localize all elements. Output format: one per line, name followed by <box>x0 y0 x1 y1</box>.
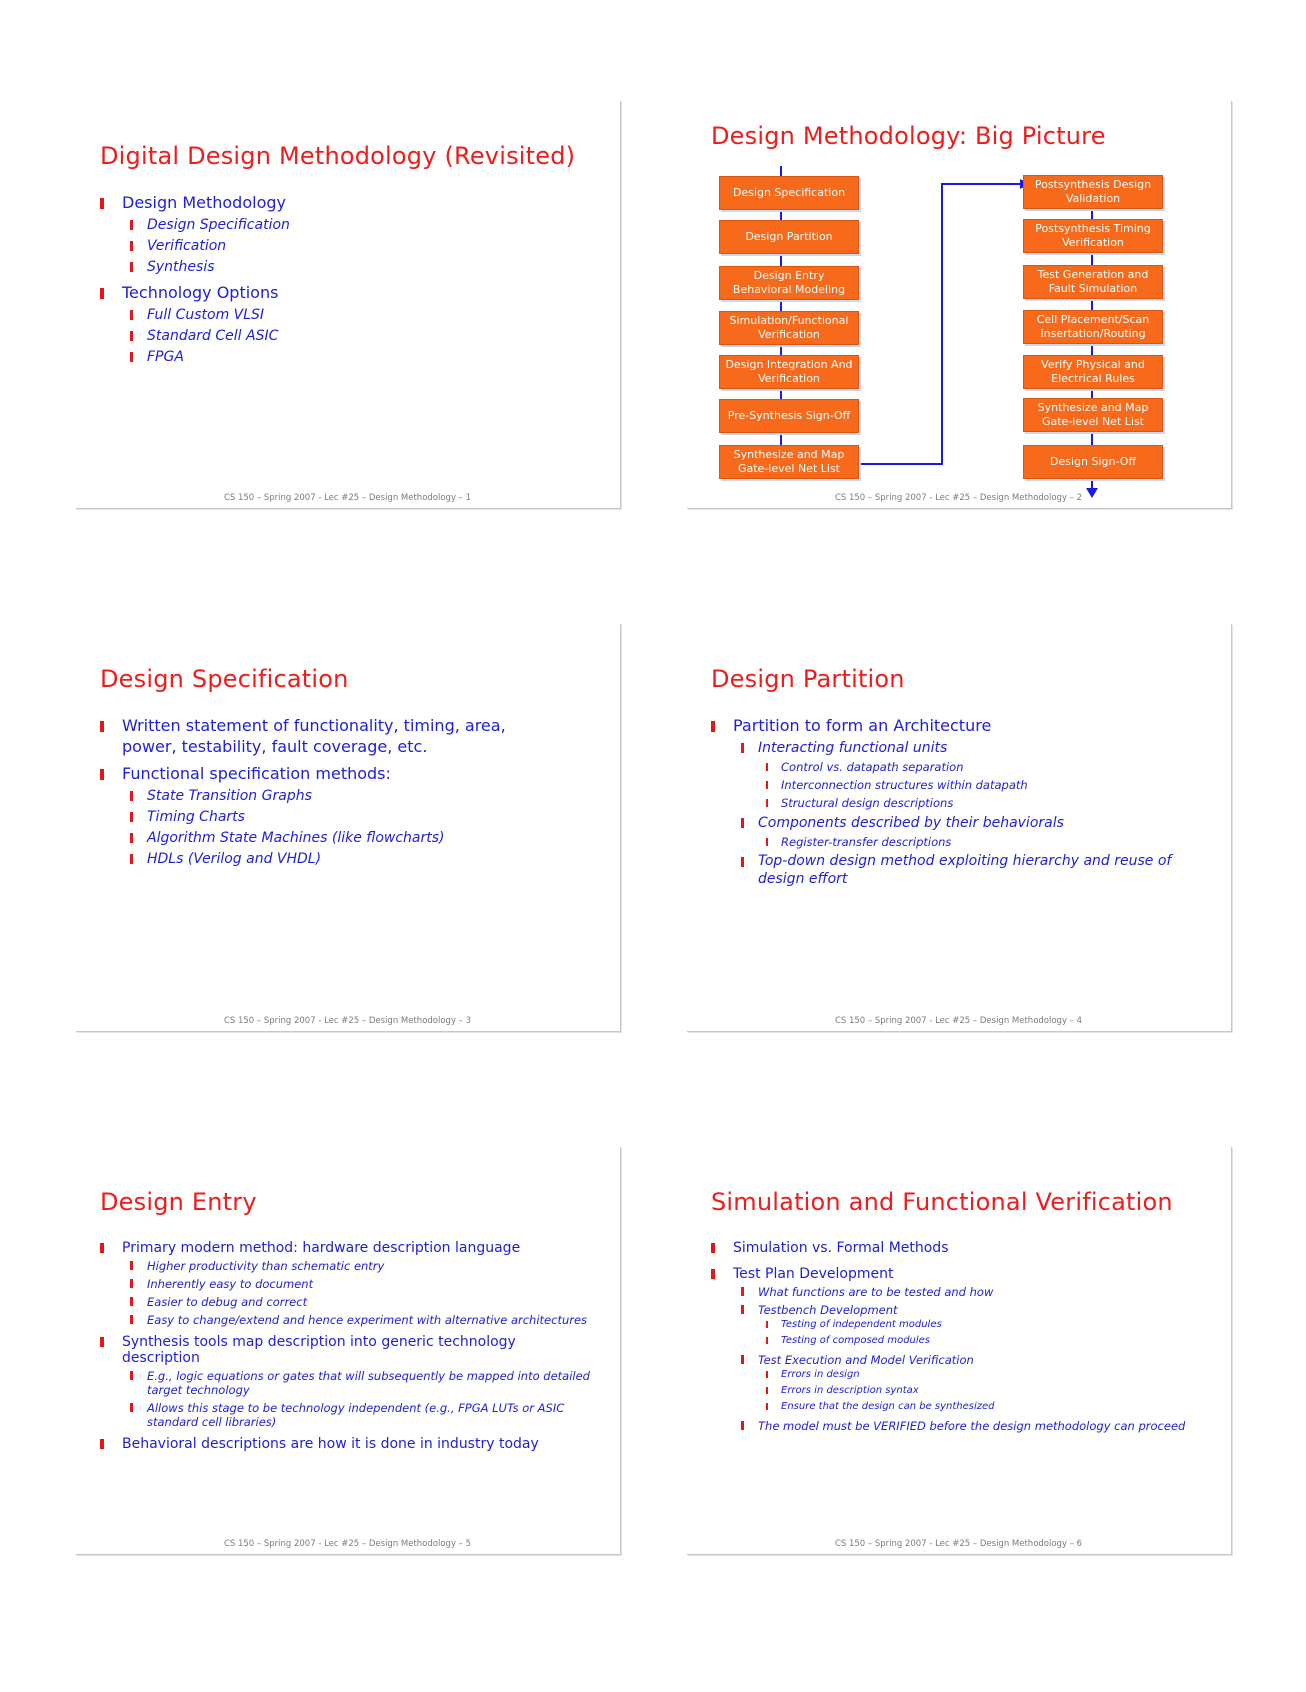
list-item: State Transition Graphs <box>122 786 595 806</box>
slide-6 <box>686 1146 1231 1554</box>
bullet-list <box>711 715 1206 893</box>
list-item: Testing of composed modules <box>758 1333 1206 1349</box>
slide-4 <box>686 623 1231 1031</box>
list-item: Easy to change/extend and hence experiment with alternative architectures <box>122 1313 595 1327</box>
list-item: E.g., logic equations or gates that will subsequently be mapped into detailed target technology <box>122 1369 595 1397</box>
list-item: Timing Charts <box>122 807 595 827</box>
list-item: Ensure that the design can be synthesized <box>758 1399 1206 1415</box>
list-item: Synthesis <box>122 257 595 277</box>
bullet-list <box>100 1240 595 1459</box>
list-item: Test Execution and Model Verification Errors in design Errors in description syntax Ensure that the design can be synthesized <box>733 1353 1206 1415</box>
bullet-list <box>711 1240 1206 1440</box>
slide-title: Design Specification <box>100 665 349 693</box>
slide-1 <box>75 100 620 508</box>
slide-footer: CS 150 – Spring 2007 - Lec #25 – Design Methodology – 4 <box>834 1016 1083 1026</box>
flow-box: Pre-Synthesis Sign-Off <box>719 399 859 433</box>
list-item: Verification <box>122 236 595 256</box>
list-item: Higher productivity than schematic entry <box>122 1259 595 1273</box>
slide-footer: CS 150 – Spring 2007 - Lec #25 – Design Methodology – 6 <box>834 1539 1083 1549</box>
list-item: Partition to form an Architecture Interacting functional units Control vs. datapath separation Interconnection structures within datapath Structural design descriptions Components described by their behaviorals Register-transfer descriptions Top-down design method exploiting hierarchy and reuse of design effort <box>711 715 1206 888</box>
slide-footer: CS 150 – Spring 2007 - Lec #25 – Design Methodology – 3 <box>223 1016 472 1026</box>
flow-box: Design Specification <box>719 176 859 210</box>
flow-box: Design Partition <box>719 220 859 254</box>
list-item: Testing of independent modules <box>758 1317 1206 1333</box>
list-item: Interacting functional units Control vs. datapath separation Interconnection structures within datapath Structural design descriptions <box>733 738 1206 812</box>
list-item: Inherently easy to document <box>122 1277 595 1291</box>
list-item: What functions are to be tested and how <box>733 1285 1206 1299</box>
list-item: Easier to debug and correct <box>122 1295 595 1309</box>
flow-box: Postsynthesis Design Validation <box>1023 175 1163 209</box>
flow-box: Simulation/Functional Verification <box>719 311 859 345</box>
flow-box: Design Integration And Verification <box>719 355 859 389</box>
list-item: Synthesis tools map description into generic technology description E.g., logic equations or gates that will subsequently be mapped into detailed target technology Allows this stage to be technology independent (e.g., FPGA LUTs or ASIC standard cell libraries) <box>100 1334 595 1429</box>
list-item: Register-transfer descriptions <box>758 833 1206 851</box>
bullet-list <box>100 715 595 874</box>
list-item: Top-down design method exploiting hierarchy and reuse of design effort <box>733 852 1206 888</box>
flow-box: Design Sign-Off <box>1023 445 1163 479</box>
flow-box: Postsynthesis Timing Verification <box>1023 219 1163 253</box>
list-item: Control vs. datapath separation <box>758 758 1206 776</box>
slide-footer: CS 150 – Spring 2007 - Lec #25 – Design Methodology – 2 <box>834 493 1083 503</box>
list-item: HDLs (Verilog and VHDL) <box>122 849 595 869</box>
list-item: Simulation vs. Formal Methods <box>711 1240 1206 1256</box>
list-item: Testbench Development Testing of independent modules Testing of composed modules <box>733 1303 1206 1349</box>
list-item: Behavioral descriptions are how it is done in industry today <box>100 1436 595 1452</box>
flow-box: Verify Physical and Electrical Rules <box>1023 355 1163 389</box>
list-item: Components described by their behaviorals Register-transfer descriptions <box>733 813 1206 851</box>
slide-title: Design Methodology: Big Picture <box>711 122 1106 150</box>
flow-box: Synthesize and Map Gate-level Net List <box>1023 398 1163 432</box>
list-item: The model must be VERIFIED before the design methodology can proceed <box>733 1419 1206 1433</box>
slide-2 <box>686 100 1231 508</box>
slide-title: Design Entry <box>100 1188 257 1216</box>
list-item: Algorithm State Machines (like flowcharts) <box>122 828 595 848</box>
list-item: Written statement of functionality, timing, area, power, testability, fault coverage, etc. <box>100 715 542 757</box>
slide-footer: CS 150 – Spring 2007 - Lec #25 – Design Methodology – 1 <box>223 493 472 503</box>
bullet-list <box>100 192 595 372</box>
flow-box: Synthesize and Map Gate-level Net List <box>719 445 859 479</box>
slide-title: Digital Design Methodology (Revisited) <box>100 142 576 170</box>
list-item: Design Methodology Design Specification Verification Synthesis <box>100 192 595 277</box>
slide-3 <box>75 623 620 1031</box>
flow-box: Design Entry Behavioral Modeling <box>719 266 859 300</box>
list-item: Errors in description syntax <box>758 1383 1206 1399</box>
list-item: Full Custom VLSI <box>122 305 595 325</box>
list-item: Design Specification <box>122 215 595 235</box>
list-item: Standard Cell ASIC <box>122 326 595 346</box>
slide-footer: CS 150 – Spring 2007 - Lec #25 – Design Methodology – 5 <box>223 1539 472 1549</box>
list-item: FPGA <box>122 347 595 367</box>
slide-title: Design Partition <box>711 665 905 693</box>
list-item: Interconnection structures within datapath <box>758 776 1206 794</box>
list-item: Structural design descriptions <box>758 794 1206 812</box>
slide-5 <box>75 1146 620 1554</box>
flow-box: Test Generation and Fault Simulation <box>1023 265 1163 299</box>
list-item: Primary modern method: hardware description language Higher productivity than schematic entry Inherently easy to document Easier to debug and correct Easy to change/extend and hence experiment with alternative architectures <box>100 1240 595 1327</box>
list-item: Functional specification methods: State Transition Graphs Timing Charts Algorithm State Machines (like flowcharts) HDLs (Verilog and VHDL) <box>100 763 595 869</box>
list-item: Test Plan Development What functions are to be tested and how Testbench Development Testing of independent modules Testing of composed modules Test Execution and Model Verification Errors in design Errors in description syntax Ensure that the design can be synthesized The model must be VERIFIED before the design methodology can proceed <box>711 1266 1206 1433</box>
list-item: Errors in design <box>758 1367 1206 1383</box>
flow-box: Cell Placement/Scan Insertation/Routing <box>1023 310 1163 344</box>
slide-title: Simulation and Functional Verification <box>711 1188 1173 1216</box>
list-item: Allows this stage to be technology independent (e.g., FPGA LUTs or ASIC standard cell libraries) <box>122 1401 595 1429</box>
list-item: Technology Options Full Custom VLSI Standard Cell ASIC FPGA <box>100 282 595 367</box>
connector-arrow <box>851 184 1020 464</box>
